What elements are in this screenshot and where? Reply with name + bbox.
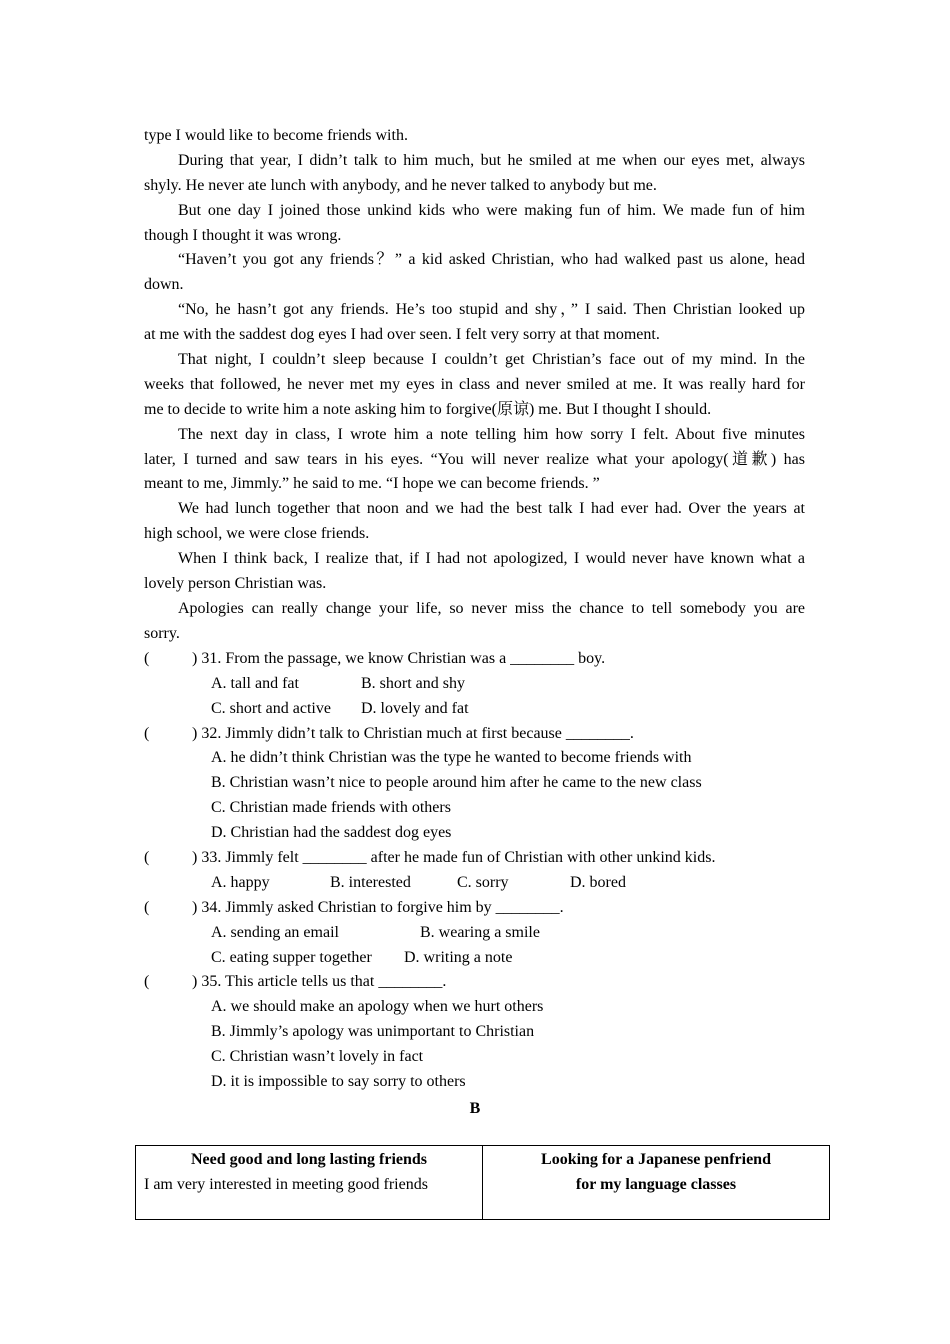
- question-stem: [144, 647, 805, 672]
- passage-line: lovely person Christian was.: [144, 575, 327, 593]
- option-row: [144, 746, 805, 771]
- passage-line: “No, he hasn’t got any friends. He’s too stupid and shy，” I said. Then Christian looked up: [178, 301, 805, 319]
- passage-line: type I would like to become friends with.: [144, 127, 408, 144]
- answer-option: A. happy: [211, 873, 270, 891]
- answer-blank[interactable]: (: [144, 649, 150, 667]
- answer-option: C. short and active: [211, 699, 331, 717]
- question-text: ) 31. From the passage, we know Christian was a ________ boy.: [192, 649, 606, 667]
- option-row: [144, 796, 805, 821]
- ad-right-title-line1: Looking for a Japanese penfriend: [541, 1151, 771, 1168]
- answer-option: D. it is impossible to say sorry to others: [211, 1073, 466, 1091]
- answer-option: C. eating supper together: [211, 948, 372, 966]
- question-text: ) 33. Jimmly felt ________ after he made fun of Christian with other unkind kids.: [192, 849, 716, 867]
- passage-line: “Haven’t you got any friends？” a kid asked Christian, who had walked past us alone, head: [178, 251, 805, 269]
- passage-line: me to decide to write him a note asking him to forgive(原谅) me. But I thought I should.: [144, 400, 712, 418]
- passage-line: though I thought it was wrong.: [144, 226, 342, 244]
- question-stem: [144, 722, 805, 747]
- option-row: [144, 946, 805, 971]
- penfriend-ads-table: [135, 1145, 830, 1220]
- option-row: [144, 1070, 805, 1095]
- option-row: [144, 1020, 805, 1045]
- question-text: ) 35. This article tells us that ________.: [192, 973, 447, 991]
- reading-passage: [144, 124, 805, 647]
- option-row: [144, 697, 805, 722]
- passage-line: During that year, I didn’t talk to him much, but he smiled at me when our eyes met, always: [178, 151, 805, 169]
- answer-option: A. tall and fat: [211, 674, 299, 692]
- answer-option: A. he didn’t think Christian was the type he wanted to become friends with: [211, 749, 692, 767]
- answer-option: C. Christian wasn’t lovely in fact: [211, 1048, 424, 1066]
- answer-option: B. wearing a smile: [420, 923, 540, 941]
- answer-option: D. writing a note: [404, 948, 513, 966]
- option-row: [144, 771, 805, 796]
- question-list: [144, 647, 805, 1095]
- passage-line: at me with the saddest dog eyes I had over seen. I felt very sorry at that moment.: [144, 326, 660, 344]
- answer-option: A. sending an email: [211, 923, 339, 941]
- answer-option: B. short and shy: [361, 674, 465, 692]
- passage-line: We had lunch together that noon and we had the best talk I had ever had. Over the years at: [178, 500, 805, 518]
- ad-left: [136, 1146, 483, 1220]
- option-row: [144, 821, 805, 846]
- answer-option: C. Christian made friends with others: [211, 799, 451, 817]
- passage-line: later, I turned and saw tears in his eyes. “You will never realize what your apology(道歉) has: [144, 450, 805, 468]
- answer-option: B. Christian wasn’t nice to people around him after he came to the new class: [211, 774, 702, 792]
- passage-line: shyly. He never ate lunch with anybody, and he never talked to anybody but me.: [144, 176, 657, 194]
- option-row: [144, 995, 805, 1020]
- answer-option: B. interested: [330, 873, 411, 891]
- answer-blank[interactable]: (: [144, 724, 150, 742]
- ad-left-title: Need good and long lasting friends: [190, 1151, 428, 1168]
- ad-right-title-line2: for my language classes: [575, 1175, 737, 1193]
- passage-line: down.: [144, 276, 184, 294]
- passage-line: sorry.: [144, 624, 180, 642]
- passage-line: high school, we were close friends.: [144, 525, 370, 543]
- answer-blank[interactable]: (: [144, 898, 150, 916]
- question-text: ) 32. Jimmly didn’t talk to Christian much at first because ________.: [192, 724, 634, 742]
- passage-line: That night, I couldn’t sleep because I couldn’t get Christian’s face out of my mind. In the: [178, 351, 805, 369]
- passage-line: meant to me, Jimmly.” he said to me. “I hope we can become friends. ”: [144, 475, 600, 493]
- passage-line: The next day in class, I wrote him a note telling him how sorry I felt. About five minutes: [178, 425, 805, 443]
- question-stem: [144, 896, 805, 921]
- passage-line: Apologies can really change your life, so never miss the chance to tell somebody you are: [178, 599, 805, 617]
- ad-left-body: I am very interested in meeting good friends: [144, 1175, 428, 1193]
- option-row: [144, 1045, 805, 1070]
- question-stem: [144, 846, 805, 871]
- answer-blank[interactable]: (: [144, 973, 150, 991]
- option-row: [144, 672, 805, 697]
- passage-line: When I think back, I realize that, if I had not apologized, I would never have known what a: [178, 550, 805, 568]
- answer-option: D. Christian had the saddest dog eyes: [211, 824, 452, 842]
- question-stem: [144, 970, 805, 995]
- answer-option: D. bored: [570, 873, 626, 891]
- ad-right: [483, 1146, 830, 1220]
- answer-option: B. Jimmly’s apology was unimportant to Christian: [211, 1023, 535, 1041]
- answer-option: A. we should make an apology when we hurt others: [211, 998, 544, 1016]
- passage-line: But one day I joined those unkind kids who were making fun of him. We made fun of him: [178, 201, 805, 219]
- passage-line: weeks that followed, he never met my eyes in class and never smiled at me. It was really hard for: [144, 375, 805, 393]
- section-b-heading: B: [469, 1100, 481, 1117]
- option-row: [144, 921, 805, 946]
- answer-option: D. lovely and fat: [361, 699, 469, 717]
- question-text: ) 34. Jimmly asked Christian to forgive him by ________.: [192, 898, 564, 916]
- option-row: [144, 871, 805, 896]
- answer-blank[interactable]: (: [144, 849, 150, 867]
- answer-option: C. sorry: [457, 873, 509, 891]
